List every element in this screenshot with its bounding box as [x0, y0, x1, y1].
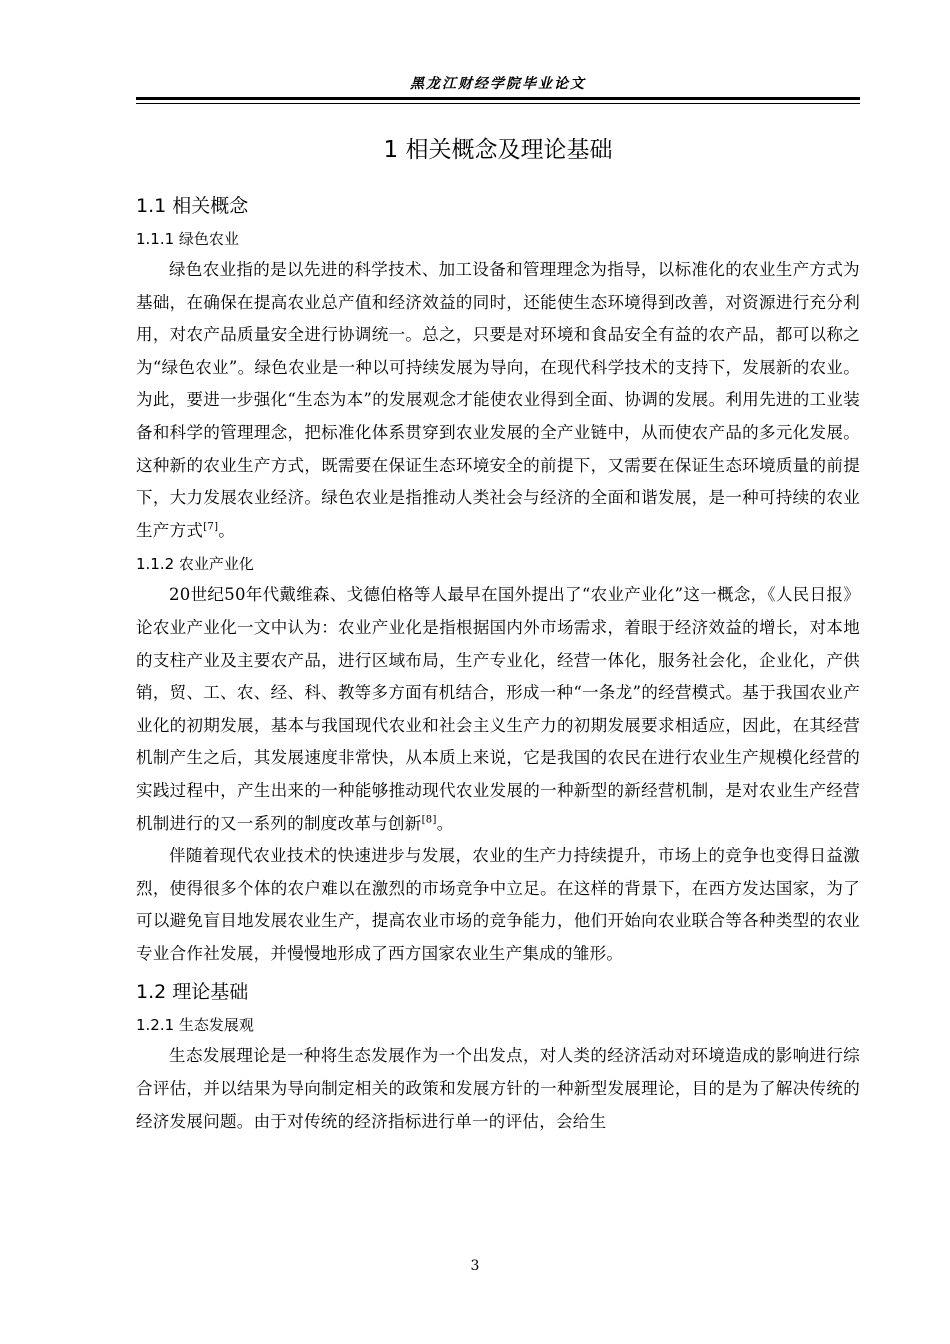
page-number: 3 [470, 1258, 480, 1274]
subsection-title: 1.2.1 生态发展观 [136, 1016, 254, 1035]
section-title: 1.1 相关概念 [136, 195, 249, 217]
body-paragraph: 20世纪50年代戴维森、戈德伯格等人最早在国外提出了“农业产业化”这一概念，《人民日报》论农业产业化一文中认为：农业产业化是指根据国内外市场需求，着眼于经济效益的增长，对本地的支柱产业及主要农产品，进行区域布局，生产专业化，经营一体化，服务社会化，企业化，产供销，贸、工、农、经、科、教等多方面有机结合，形成一种“一条龙”的经营模式。基于我国农业产业化的初期发展，基本与我国现代农业和社会主义生产力的初期发展要求相适应，因此，在其经营机制产生之后，其发展速度非常快，从本质上来说，它是我国的农民在进行农业生产规模化经营的实践过程中，产生出来的一种能够推动现代农业发展的一种新型的新经营机制，是对农业生产经营机制进行的又一系列的制度改革与创新[8]。 [136, 585, 860, 833]
running-header: 黑龙江财经学院毕业论文 [410, 76, 586, 92]
section-title: 1.2 理论基础 [136, 981, 249, 1004]
header-rule-thick [136, 97, 860, 100]
header-rule-thin [136, 103, 860, 104]
page-body [136, 128, 860, 1138]
citation-ref[interactable]: [8] [421, 814, 437, 825]
body-paragraph: 绿色农业指的是以先进的科学技术、加工设备和管理理念为指导，以标准化的农业生产方式为基础，在确保在提高农业总产值和经济效益的同时，还能使生态环境得到改善，对资源进行充分利用，对农产品质量安全进行协调统一。总之，只要是对环境和食品安全有益的农产品，都可以称之为“绿色农业”。绿色农业是一种以可持续发展为导向，在现代科学技术的支持下，发展新的农业。为此，要进一步强化“生态为本”的发展观念才能使农业得到全面、协调的发展。利用先进的工业装备和科学的管理理念，把标准化体系贯穿到农业发展的全产业链中，从而使农产品的多元化发展。这种新的农业生产方式，既需要在保证生态环境安全的前提下，又需要在保证生态环境质量的前提下，大力发展农业经济。绿色农业是指推动人类社会与经济的全面和谐发展，是一种可持续的农业生产方式[7]。 [136, 260, 860, 540]
chapter-title: 1 相关概念及理论基础 [383, 137, 613, 163]
subsection-title: 1.1.2 农业产业化 [136, 555, 254, 574]
citation-ref[interactable]: [7] [203, 521, 219, 533]
body-paragraph: 生态发展理论是一种将生态发展作为一个出发点，对人类的经济活动对环境造成的影响进行综合评估，并以结果为导向制定相关的政策和发展方针的一种新型发展理论，目的是为了解决传统的经济发展问题。由于对传统的经济指标进行单一的评估，会给生 [136, 1046, 860, 1131]
subsection-title: 1.1.1 绿色农业 [136, 230, 239, 248]
body-paragraph: 伴随着现代农业技术的快速进步与发展，农业的生产力持续提升，市场上的竞争也变得日益激烈，使得很多个体的农户难以在激烈的市场竞争中立足。在这样的背景下，在西方发达国家，为了可以避免盲目地发展农业生产，提高农业市场的竞争能力，他们开始向农业联合等各种类型的农业专业合作社发展，并慢慢地形成了西方国家农业生产集成的雏形。 [136, 846, 860, 963]
